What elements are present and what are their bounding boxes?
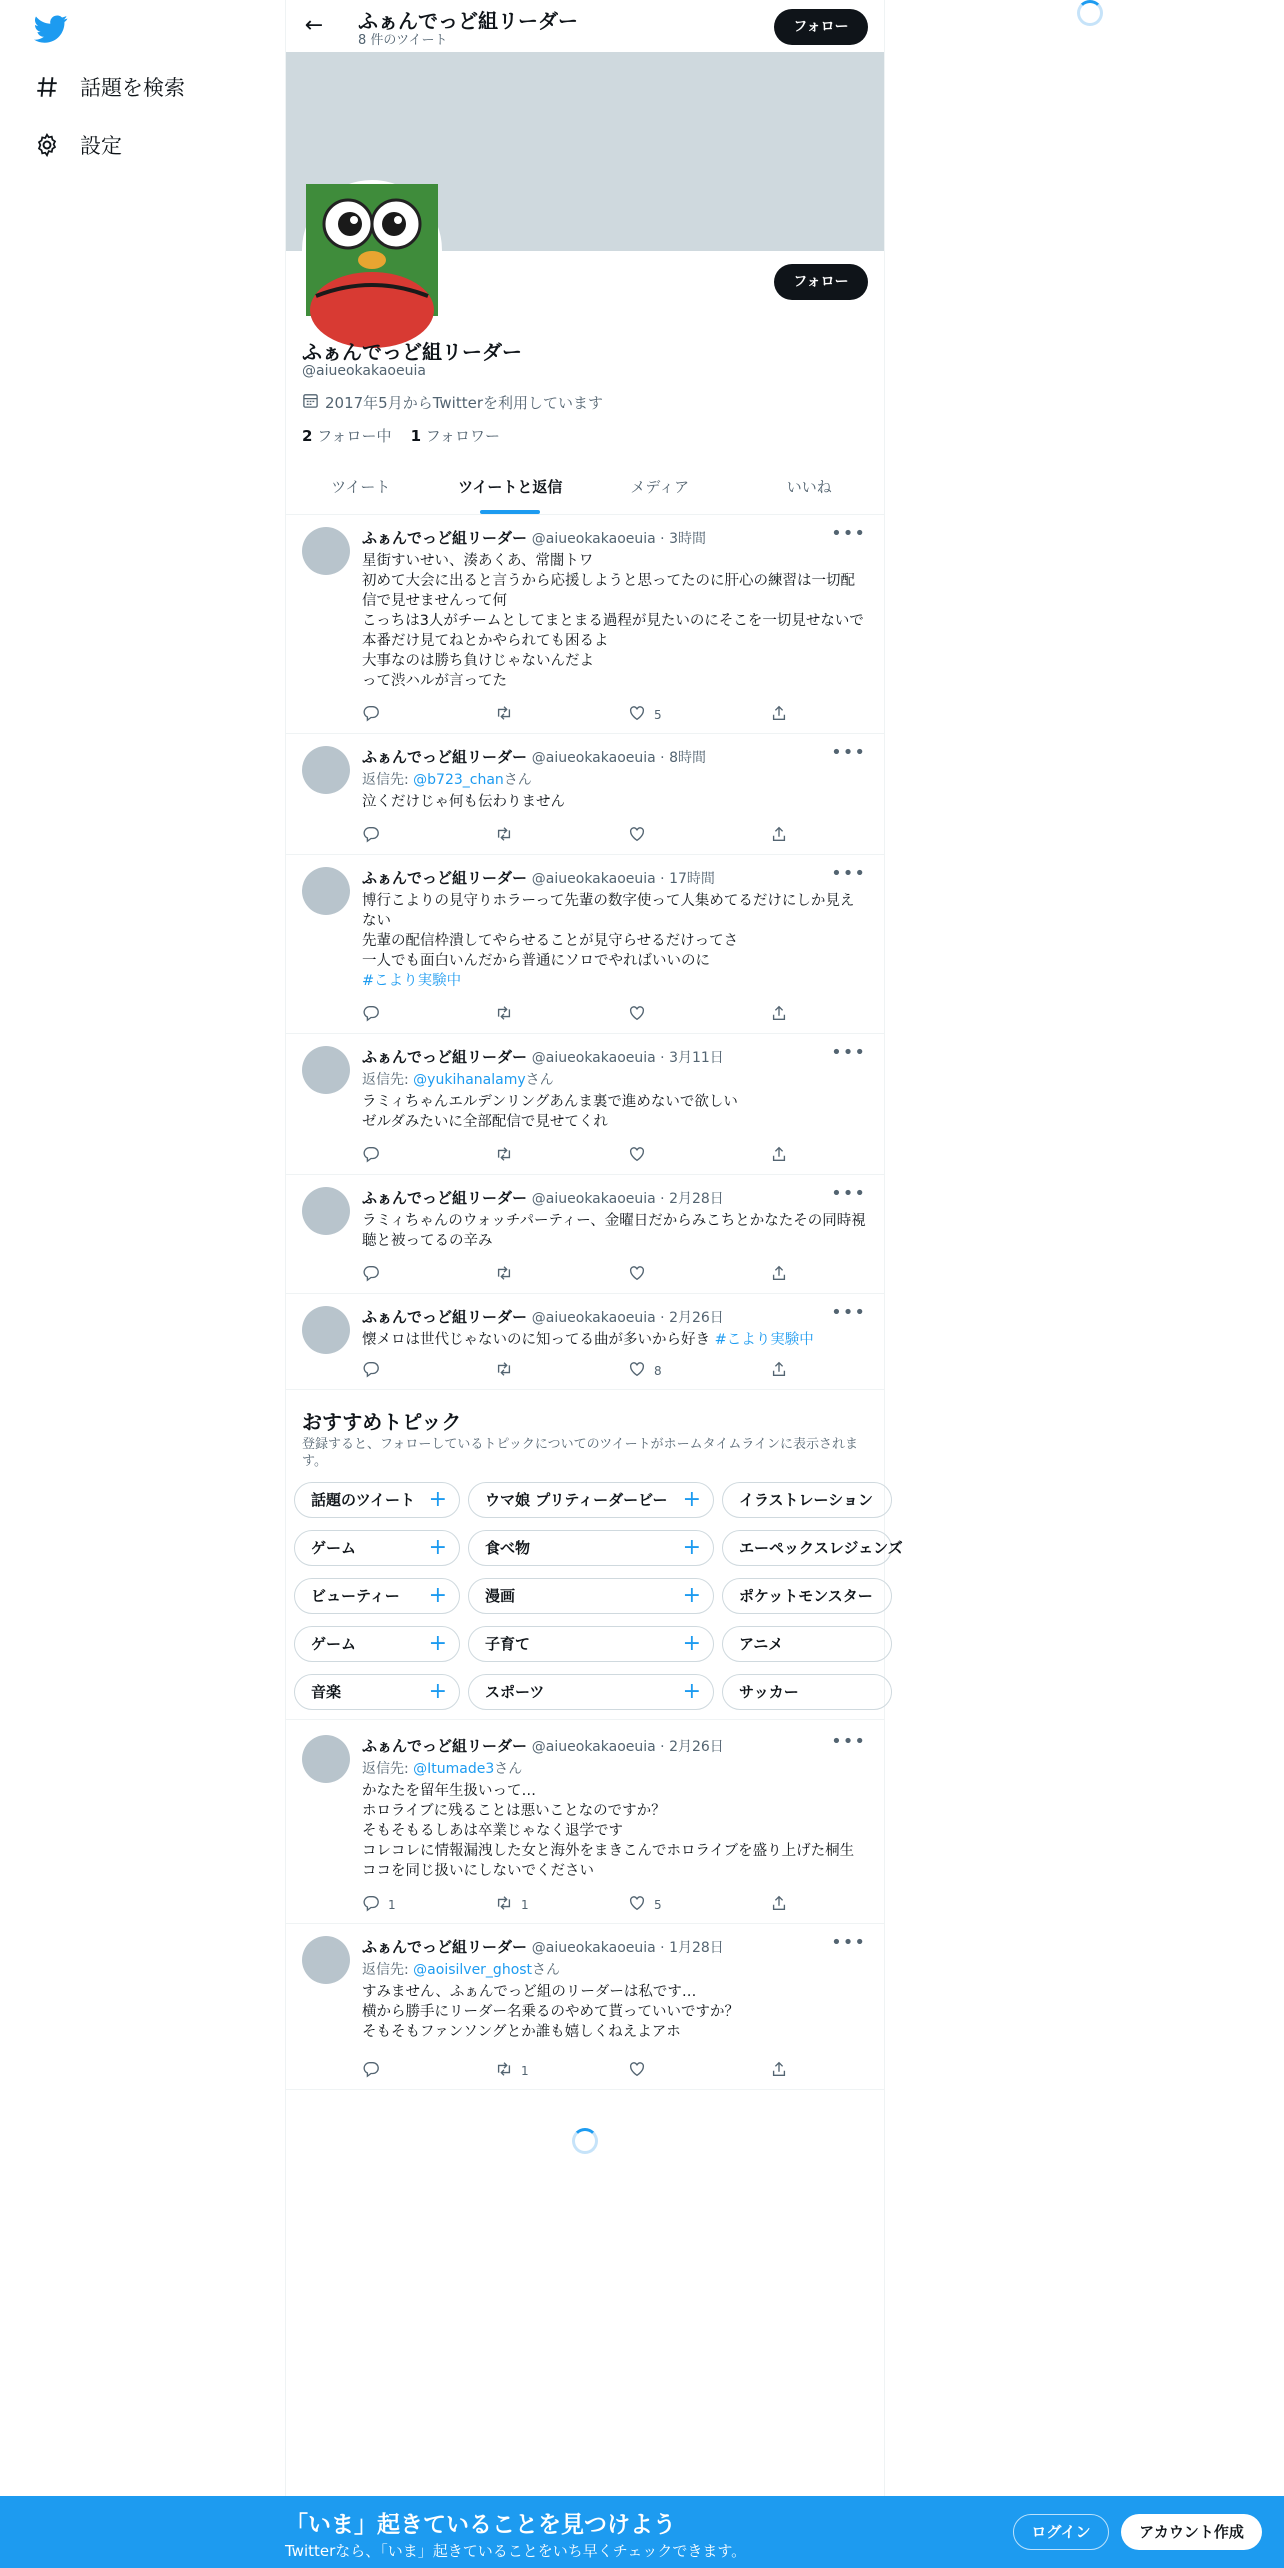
share-icon <box>770 1145 788 1166</box>
gear-icon <box>34 132 60 158</box>
more-options-icon[interactable]: ••• <box>831 1183 866 1204</box>
share-icon <box>770 1004 788 1025</box>
reply-icon <box>362 1145 380 1166</box>
more-options-icon[interactable]: ••• <box>831 863 866 884</box>
topic-chip-label: ビューティー <box>311 1587 400 1605</box>
tweet-meta: @aiueokakaoeuia · 3月11日 <box>531 1050 724 1066</box>
reply-prefix: 返信先: <box>362 1962 414 1978</box>
profile-joined-text: 2017年5月からTwitterを利用しています <box>325 394 603 412</box>
header-follow-button[interactable]: フォロー <box>774 9 868 45</box>
hashtag-link[interactable]: #こより実験中 <box>714 1332 814 1348</box>
reply-button[interactable] <box>362 1004 388 1025</box>
tweet-header <box>362 1735 724 1756</box>
tweet-meta: @aiueokakaoeuia · 1月28日 <box>531 1940 724 1956</box>
retweet-button[interactable] <box>495 704 521 725</box>
tweet-avatar[interactable] <box>302 527 350 575</box>
tweet-body: すみません、ふぁんでっど組のリーダーは私です… 横から勝手にリーダー名乗るのやめて貰っていいですか？ そもそもファンソングとか誰も嬉しくねえよアホ <box>362 1984 739 2040</box>
retweet-count: 1 <box>521 2063 529 2078</box>
profile-name: ふぁんでっど組リーダー <box>302 340 522 364</box>
topic-chip-label: ウマ娘 プリティーダービー <box>485 1491 668 1509</box>
tweet-body: 博行こよりの見守りホラーって先輩の数字使って人集めてるだけにしか見えない 先輩の配信枠潰してやらせることが見守らせるだけってさ 一人でも面白いんだから普通にソロでやればいいのに <box>362 893 855 969</box>
tweet[interactable] <box>286 1175 884 1294</box>
tweet-body: 泣くだけじゃ何も伝わりません <box>362 794 565 810</box>
tweet-reply-to <box>362 769 532 789</box>
tweet[interactable] <box>286 1294 884 1390</box>
share-icon <box>770 704 788 725</box>
heart-icon <box>628 2060 646 2081</box>
tweet-actions <box>362 704 802 724</box>
tweet-actions <box>362 1004 802 1024</box>
tweet-header <box>362 1936 724 1957</box>
topic-chip[interactable] <box>294 1626 460 1662</box>
reply-button[interactable] <box>362 2060 388 2081</box>
loading-spinner-icon <box>1077 0 1103 26</box>
topic-chip-label: 食べ物 <box>485 1539 531 1557</box>
tweet-avatar[interactable] <box>302 1046 350 1094</box>
topics-subtitle: 登録すると、フォローしているトピックについてのツイートがホームタイムラインに表示されます。 <box>302 1437 859 1469</box>
banner-title: 「いま」起きていることを見つけよう <box>285 2512 676 2538</box>
heart-icon <box>628 1360 646 1381</box>
topics-title: おすすめトピック <box>302 1410 462 1434</box>
reply-to-link[interactable]: @aoisilver_ghost <box>413 1962 533 1978</box>
tweet-actions <box>362 1360 802 1380</box>
retweet-count: 1 <box>521 1897 529 1912</box>
tweet-reply-to <box>362 1069 554 1089</box>
hashtag-icon <box>34 74 60 100</box>
following-count: 2 <box>302 427 313 445</box>
avatar-image <box>306 184 438 316</box>
profile-tabs <box>286 465 884 515</box>
back-arrow-icon[interactable]: ← <box>304 13 324 38</box>
reply-suffix: さん <box>494 1761 523 1777</box>
tweet-text <box>362 1982 866 2042</box>
topic-chip-label: イラストレーション <box>739 1491 873 1509</box>
nav-settings-label: 設定 <box>80 134 122 158</box>
retweet-icon <box>495 1004 513 1025</box>
topic-chip[interactable] <box>294 1530 460 1566</box>
topic-chip[interactable] <box>468 1578 714 1614</box>
tweet[interactable] <box>286 734 884 855</box>
loading-spinner-icon <box>572 2128 598 2154</box>
topic-chip[interactable] <box>722 1674 892 1710</box>
topic-chip-label: 漫画 <box>485 1587 516 1605</box>
profile-header-bar <box>286 0 884 52</box>
tweet-author-name[interactable]: ふぁんでっど組リーダー <box>362 1048 528 1066</box>
topic-chip-label: サッカー <box>739 1683 799 1701</box>
heart-icon <box>628 704 646 725</box>
tweet-actions <box>362 1264 802 1284</box>
nav-settings[interactable] <box>34 130 122 160</box>
plus-icon[interactable]: + <box>428 1487 447 1512</box>
tweet-meta: @aiueokakaoeuia · 2月26日 <box>531 1739 724 1755</box>
heart-icon <box>628 1004 646 1025</box>
share-button[interactable] <box>770 1264 788 1285</box>
share-button[interactable] <box>770 825 788 846</box>
topic-chip-label: 音楽 <box>311 1683 342 1701</box>
plus-icon[interactable]: + <box>682 1679 701 1704</box>
like-button[interactable] <box>628 825 654 846</box>
profile-joined <box>302 392 603 413</box>
reply-button[interactable] <box>362 1264 388 1285</box>
banner-subtitle: Twitterなら、「いま」起きていることをいち早くチェックできます。 <box>285 2542 747 2560</box>
plus-icon[interactable]: + <box>682 1535 701 1560</box>
nav-explore-label: 話題を検索 <box>80 76 185 100</box>
retweet-icon <box>495 704 513 725</box>
reply-suffix: さん <box>532 1962 561 1978</box>
tweet-text <box>362 1211 866 1251</box>
more-options-icon[interactable]: ••• <box>831 1731 866 1752</box>
plus-icon[interactable]: + <box>428 1631 447 1656</box>
tweet-meta: @aiueokakaoeuia · 17時間 <box>531 871 715 887</box>
tweet-body: かなたを留年生扱いって… ホロライブに残ることは悪いことなのですか？ そもそもるしあは卒業じゃなく退学です コレコレに情報漏洩した女と海外をまきこんでホロライブを盛り上げた桐生ココを同じ扱いにしないでください <box>362 1783 855 1879</box>
profile-avatar[interactable] <box>302 180 442 320</box>
reply-icon <box>362 704 380 725</box>
tweet-header <box>362 1046 724 1067</box>
share-icon <box>770 1894 788 1915</box>
more-options-icon[interactable]: ••• <box>831 742 866 763</box>
plus-icon[interactable]: + <box>682 1583 701 1608</box>
reply-button[interactable] <box>362 825 388 846</box>
nav-explore[interactable] <box>34 72 185 102</box>
tweet-meta: @aiueokakaoeuia · 3時間 <box>531 531 706 547</box>
share-icon <box>770 825 788 846</box>
like-count: 5 <box>654 1897 662 1912</box>
plus-icon[interactable]: + <box>428 1535 447 1560</box>
reply-suffix: さん <box>503 772 532 788</box>
topic-chip[interactable] <box>294 1674 460 1710</box>
reply-icon <box>362 1894 380 1915</box>
topic-chip-label: ゲーム <box>311 1635 357 1653</box>
tweet-body: 懐メロは世代じゃないのに知ってる曲が多いから好き <box>362 1332 715 1348</box>
share-button[interactable] <box>770 704 788 725</box>
tweet[interactable] <box>286 855 884 1034</box>
tweet-text <box>362 551 866 691</box>
retweet-icon <box>495 1360 513 1381</box>
tweet-avatar[interactable] <box>302 1187 350 1235</box>
reply-suffix: さん <box>525 1072 554 1088</box>
followers-label: フォロワー <box>425 427 501 445</box>
tweet-body: 星街すいせい、湊あくあ、常闇トワ 初めて大会に出ると言うから応援しようと思ってたのに肝心の練習は一切配信で見せませんって何 こっちは3人がチームとしてまとまる過程が見たいのにそこを一切見せないで本番だけ見てねとかやられても困るよ 大事なのは勝ち負けじゃないんだよ って渋ハルが言ってた <box>362 553 864 689</box>
reply-count: 1 <box>388 1897 396 1912</box>
main-column <box>285 0 903 2500</box>
topic-chip-label: ポケットモンスター <box>739 1587 873 1605</box>
retweet-button[interactable] <box>495 2060 529 2081</box>
profile-follow-button[interactable]: フォロー <box>774 264 868 300</box>
tweet-body: ラミィちゃんのウォッチパーティー、金曜日だからみこちとかなたその同時視聴と被ってるの辛み <box>362 1213 866 1249</box>
more-options-icon[interactable]: ••• <box>831 523 866 544</box>
reply-button[interactable] <box>362 1894 396 1915</box>
retweet-button[interactable] <box>495 1145 521 1166</box>
signup-button[interactable]: アカウント作成 <box>1121 2514 1262 2550</box>
header-title: ふぁんでっど組リーダー <box>358 9 578 33</box>
login-button[interactable]: ログイン <box>1013 2514 1109 2550</box>
heart-icon <box>628 1145 646 1166</box>
topic-chip-label: 話題のツイート <box>311 1491 415 1509</box>
tweet-avatar[interactable] <box>302 867 350 915</box>
reply-icon <box>362 825 380 846</box>
tab-tweets-and-replies[interactable]: ツイートと返信 <box>436 465 586 514</box>
like-button[interactable] <box>628 1264 654 1285</box>
reply-to-link[interactable]: @Itumade3 <box>413 1761 495 1777</box>
topic-chip[interactable] <box>294 1578 460 1614</box>
profile-handle: @aiueokakaoeuia <box>302 363 426 379</box>
tweet-author-name[interactable]: ふぁんでっど組リーダー <box>362 1737 528 1755</box>
tweet-header <box>362 1187 724 1208</box>
retweet-button[interactable] <box>495 825 521 846</box>
tweet-header <box>362 527 706 548</box>
topic-chip[interactable] <box>468 1482 714 1518</box>
reply-to-link[interactable]: @b723_chan <box>413 772 504 788</box>
like-count: 5 <box>654 707 662 722</box>
topic-chip-label: エーペックスレジェンズ <box>739 1539 903 1557</box>
topic-chip-label: ゲーム <box>311 1539 357 1557</box>
tweet[interactable] <box>286 1924 884 2090</box>
tweet-actions <box>362 2060 802 2080</box>
reply-button[interactable] <box>362 1145 388 1166</box>
heart-icon <box>628 825 646 846</box>
tweet-author-name[interactable]: ふぁんでっど組リーダー <box>362 1938 528 1956</box>
retweet-button[interactable] <box>495 1894 529 1915</box>
tweet[interactable] <box>286 515 884 734</box>
topic-chip-label: アニメ <box>739 1635 784 1653</box>
tweet-avatar[interactable] <box>302 1936 350 1984</box>
signup-banner <box>0 2496 1284 2568</box>
tweet-author-name[interactable]: ふぁんでっど組リーダー <box>362 869 528 887</box>
profile-follow-stats <box>302 425 500 446</box>
recommended-topics <box>286 1390 903 1720</box>
share-button[interactable] <box>770 1145 788 1166</box>
tab-media[interactable]: メディア <box>630 478 690 496</box>
reply-icon <box>362 2060 380 2081</box>
reply-icon <box>362 1264 380 1285</box>
more-options-icon[interactable]: ••• <box>831 1042 866 1063</box>
retweet-icon <box>495 825 513 846</box>
retweet-button[interactable] <box>495 1360 521 1381</box>
more-options-icon[interactable]: ••• <box>831 1932 866 1953</box>
tweet-body: ラミィちゃんエルデンリングあんま裏で進めないで欲しい ゼルダみたいに全部配信で見せてくれ <box>362 1094 738 1130</box>
following-label: フォロー中 <box>317 427 392 445</box>
plus-icon[interactable]: + <box>428 1583 447 1608</box>
tweet-actions <box>362 825 802 845</box>
retweet-button[interactable] <box>495 1004 521 1025</box>
like-button[interactable] <box>628 1894 662 1915</box>
tweet[interactable] <box>286 1034 884 1175</box>
share-button[interactable] <box>770 2060 788 2081</box>
tab-tweets[interactable]: ツイート <box>331 478 391 496</box>
tweet-author-name[interactable]: ふぁんでっど組リーダー <box>362 748 528 766</box>
plus-icon[interactable]: + <box>682 1487 701 1512</box>
tweet-reply-to <box>362 1959 560 1979</box>
reply-to-link[interactable]: @yukihanalamy <box>413 1072 526 1088</box>
tweet-header <box>362 746 706 767</box>
tweet-text <box>362 891 866 991</box>
retweet-icon <box>495 1264 513 1285</box>
hashtag-link[interactable]: #こより実験中 <box>362 973 462 989</box>
tweet-header <box>362 867 715 888</box>
tweet-avatar[interactable] <box>302 746 350 794</box>
share-icon <box>770 1264 788 1285</box>
followers-count: 1 <box>410 427 421 445</box>
retweet-button[interactable] <box>495 1264 521 1285</box>
topic-chip[interactable] <box>468 1674 714 1710</box>
reply-icon <box>362 1004 380 1025</box>
topic-chip[interactable] <box>468 1626 714 1662</box>
tweet-text <box>362 1092 866 1132</box>
share-button[interactable] <box>770 1360 788 1381</box>
tweet-author-name[interactable]: ふぁんでっど組リーダー <box>362 1189 528 1207</box>
reply-prefix: 返信先: <box>362 772 414 788</box>
like-button[interactable] <box>628 1145 654 1166</box>
retweet-icon <box>495 2060 513 2081</box>
followers-link[interactable] <box>411 427 500 445</box>
twitter-logo-icon[interactable] <box>34 12 68 46</box>
tweet[interactable] <box>286 1723 884 1924</box>
share-button[interactable] <box>770 1894 788 1915</box>
retweet-icon <box>495 1894 513 1915</box>
like-button[interactable] <box>628 1360 662 1381</box>
heart-icon <box>628 1894 646 1915</box>
topic-chip-label: スポーツ <box>485 1683 545 1701</box>
tweet-actions <box>362 1894 802 1914</box>
following-link[interactable] <box>302 427 391 445</box>
like-count: 8 <box>654 1363 662 1378</box>
tweet-text <box>362 1781 866 1881</box>
tweet-meta: @aiueokakaoeuia · 8時間 <box>531 750 706 766</box>
plus-icon[interactable]: + <box>682 1631 701 1656</box>
tweet-actions <box>362 1145 802 1165</box>
heart-icon <box>628 1264 646 1285</box>
reply-prefix: 返信先: <box>362 1072 414 1088</box>
tweet-text <box>362 792 866 812</box>
share-button[interactable] <box>770 1004 788 1025</box>
tweet-author-name[interactable]: ふぁんでっど組リーダー <box>362 529 528 547</box>
topic-chip[interactable] <box>722 1626 892 1662</box>
reply-button[interactable] <box>362 704 388 725</box>
topic-chip[interactable] <box>722 1578 892 1614</box>
topic-chip-label: 子育て <box>485 1635 531 1653</box>
tab-likes[interactable]: いいね <box>786 478 832 496</box>
like-button[interactable] <box>628 704 662 725</box>
retweet-icon <box>495 1145 513 1166</box>
tweet-header <box>362 1306 724 1327</box>
topic-chip[interactable] <box>294 1482 460 1518</box>
tweet-author-name[interactable]: ふぁんでっど組リーダー <box>362 1308 528 1326</box>
more-options-icon[interactable]: ••• <box>831 1302 866 1323</box>
tweet-avatar[interactable] <box>302 1306 350 1354</box>
reply-icon <box>362 1360 380 1381</box>
share-icon <box>770 1360 788 1381</box>
calendar-icon <box>302 392 319 413</box>
share-icon <box>770 2060 788 2081</box>
like-button[interactable] <box>628 2060 654 2081</box>
tweet-meta: @aiueokakaoeuia · 2月26日 <box>531 1310 724 1326</box>
tweet-meta: @aiueokakaoeuia · 2月28日 <box>531 1191 724 1207</box>
topic-chip[interactable] <box>722 1482 892 1518</box>
topic-chip[interactable] <box>722 1530 903 1566</box>
header-tweet-count: 8 件のツイート <box>358 33 448 48</box>
plus-icon[interactable]: + <box>428 1679 447 1704</box>
topic-chip[interactable] <box>468 1530 714 1566</box>
like-button[interactable] <box>628 1004 654 1025</box>
reply-prefix: 返信先: <box>362 1761 414 1777</box>
tweet-reply-to <box>362 1758 522 1778</box>
tweet-avatar[interactable] <box>302 1735 350 1783</box>
tweet-text <box>362 1330 866 1350</box>
reply-button[interactable] <box>362 1360 388 1381</box>
